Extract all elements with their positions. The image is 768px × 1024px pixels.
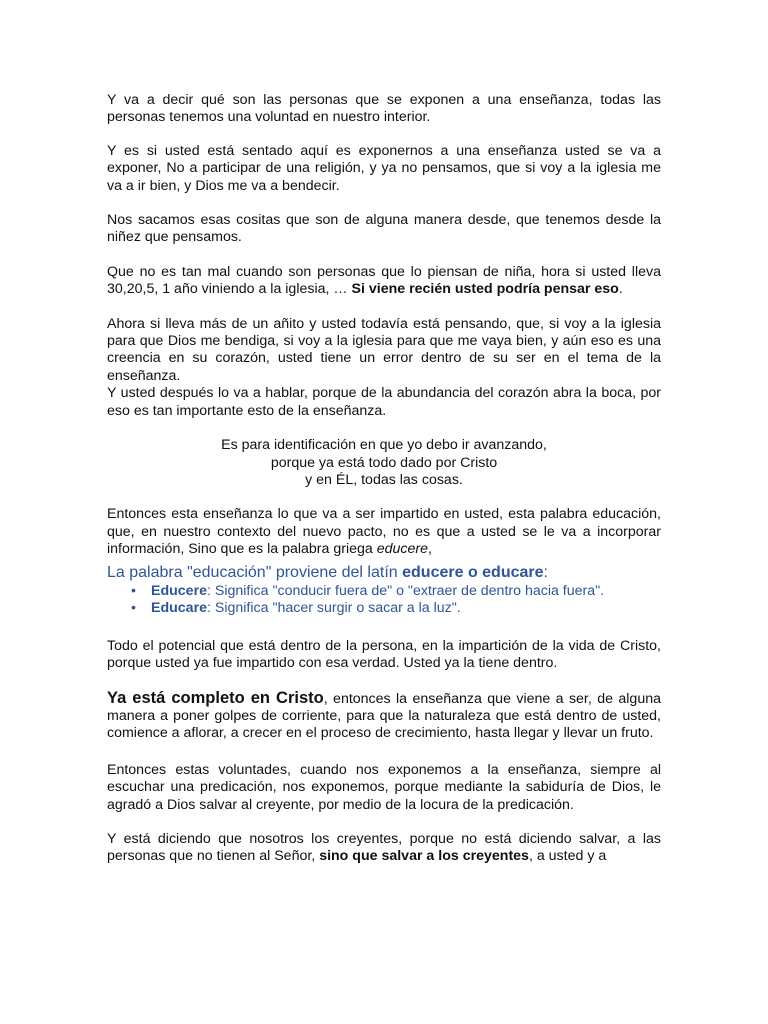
centered-line: y en ÉL, todas las cosas. (305, 471, 463, 488)
list-item (131, 582, 661, 601)
centered-quote (107, 437, 661, 489)
paragraph-3: Nos sacamos esas cositas que son de alguna manera desde, que tenemos desde la niñez que pensamos. (107, 212, 661, 246)
paragraph-7-end: , (428, 541, 432, 558)
heading-text: La palabra "educación" proviene del latín (107, 563, 403, 581)
paragraph-7 (107, 506, 661, 558)
heading-end: : (543, 563, 548, 581)
bullet-icon: • (131, 600, 136, 617)
paragraph-6: Y usted después lo va a hablar, porque de la abundancia del corazón abra la boca, por eso es tan importante esto de la enseñanza. (107, 385, 661, 419)
paragraph-11-bold: sino que salvar a los creyentes (319, 848, 529, 865)
paragraph-11-end: , a usted y a (528, 848, 607, 865)
paragraph-4-bold: Si viene recién usted podría pensar eso (351, 281, 619, 298)
bullet-icon: • (131, 582, 136, 599)
definition-text: : Significa "hacer surgir o sacar a la luz". (207, 600, 461, 617)
centered-line: porque ya está todo dado por Cristo (270, 454, 498, 471)
list-item (131, 600, 661, 618)
paragraph-4-end: . (618, 281, 623, 298)
paragraph-7-text: Entonces esta enseñanza lo que va a ser impartido en usted, esta palabra educación, que, en nuestro contexto del nuevo pacto, no es que a usted se le va a incorporar información, Sino que es la palabra griega (107, 506, 661, 558)
paragraph-10: Entonces estas voluntades, cuando nos exponemos a la enseñanza, siempre al escuchar una predicación, nos exponemos, porque mediante la sabiduría de Dios, le agradó a Dios salvar al creyente, por medio de la locura de la predicación. (107, 761, 661, 813)
paragraph-9-bold: Ya está completo en Cristo (107, 688, 324, 707)
paragraph-4 (107, 264, 661, 299)
paragraph-4-text: Que no es tan mal cuando son personas que lo piensan de niña, hora si usted lleva 30,20,5, 1 año viniendo a la iglesia, … (107, 263, 661, 298)
section-heading (107, 563, 661, 583)
definition-term: Educere (151, 582, 207, 599)
paragraph-8: Todo el potencial que está dentro de la persona, en la impartición de la vida de Cristo, porque usted ya fue impartido con esa verdad. Usted ya la tiene dentro. (107, 637, 661, 672)
definition-term: Educare (151, 600, 207, 617)
paragraph-11 (107, 831, 661, 866)
centered-line: Es para identificación en que yo debo ir avanzando, (221, 437, 547, 454)
definition-list (107, 583, 661, 618)
paragraph-7-italic: educere (376, 541, 429, 558)
document-page (107, 92, 661, 866)
paragraph-9 (107, 690, 661, 743)
paragraph-9-text: , entonces la enseñanza que viene a ser, de alguna manera a poner golpes de corriente, para que la naturaleza que está dentro de usted, comience a aflorar, a crecer en el proceso de crecimiento, hasta llegar y llevar un fruto. (107, 690, 661, 742)
paragraph-2: Y es si usted está sentado aquí es exponernos a una enseñanza usted se va a exponer, No a participar de una religión, y ya no pensamos, que si voy a la iglesia me va a ir bien, y Dios me va a bendecir. (107, 142, 661, 194)
paragraph-11-text: Y está diciendo que nosotros los creyentes, porque no está diciendo salvar, a las personas que no tienen al Señor, (107, 830, 661, 865)
paragraph-5: Ahora si lleva más de un añito y usted todavía está pensando, que, si voy a la iglesia para que Dios me bendiga, si voy a la iglesia para que me vaya bien, y aún eso es una creencia en su corazón, usted tiene un error dentro de su ser en el tema de la enseñanza. (107, 315, 661, 384)
heading-bold: educere o educare (402, 563, 544, 581)
definition-text: : Significa "conducir fuera de" o "extraer de dentro hacia fuera". (207, 582, 605, 599)
paragraph-1: Y va a decir qué son las personas que se exponen a una enseñanza, todas las personas tenemos una voluntad en nuestro interior. (107, 92, 661, 126)
